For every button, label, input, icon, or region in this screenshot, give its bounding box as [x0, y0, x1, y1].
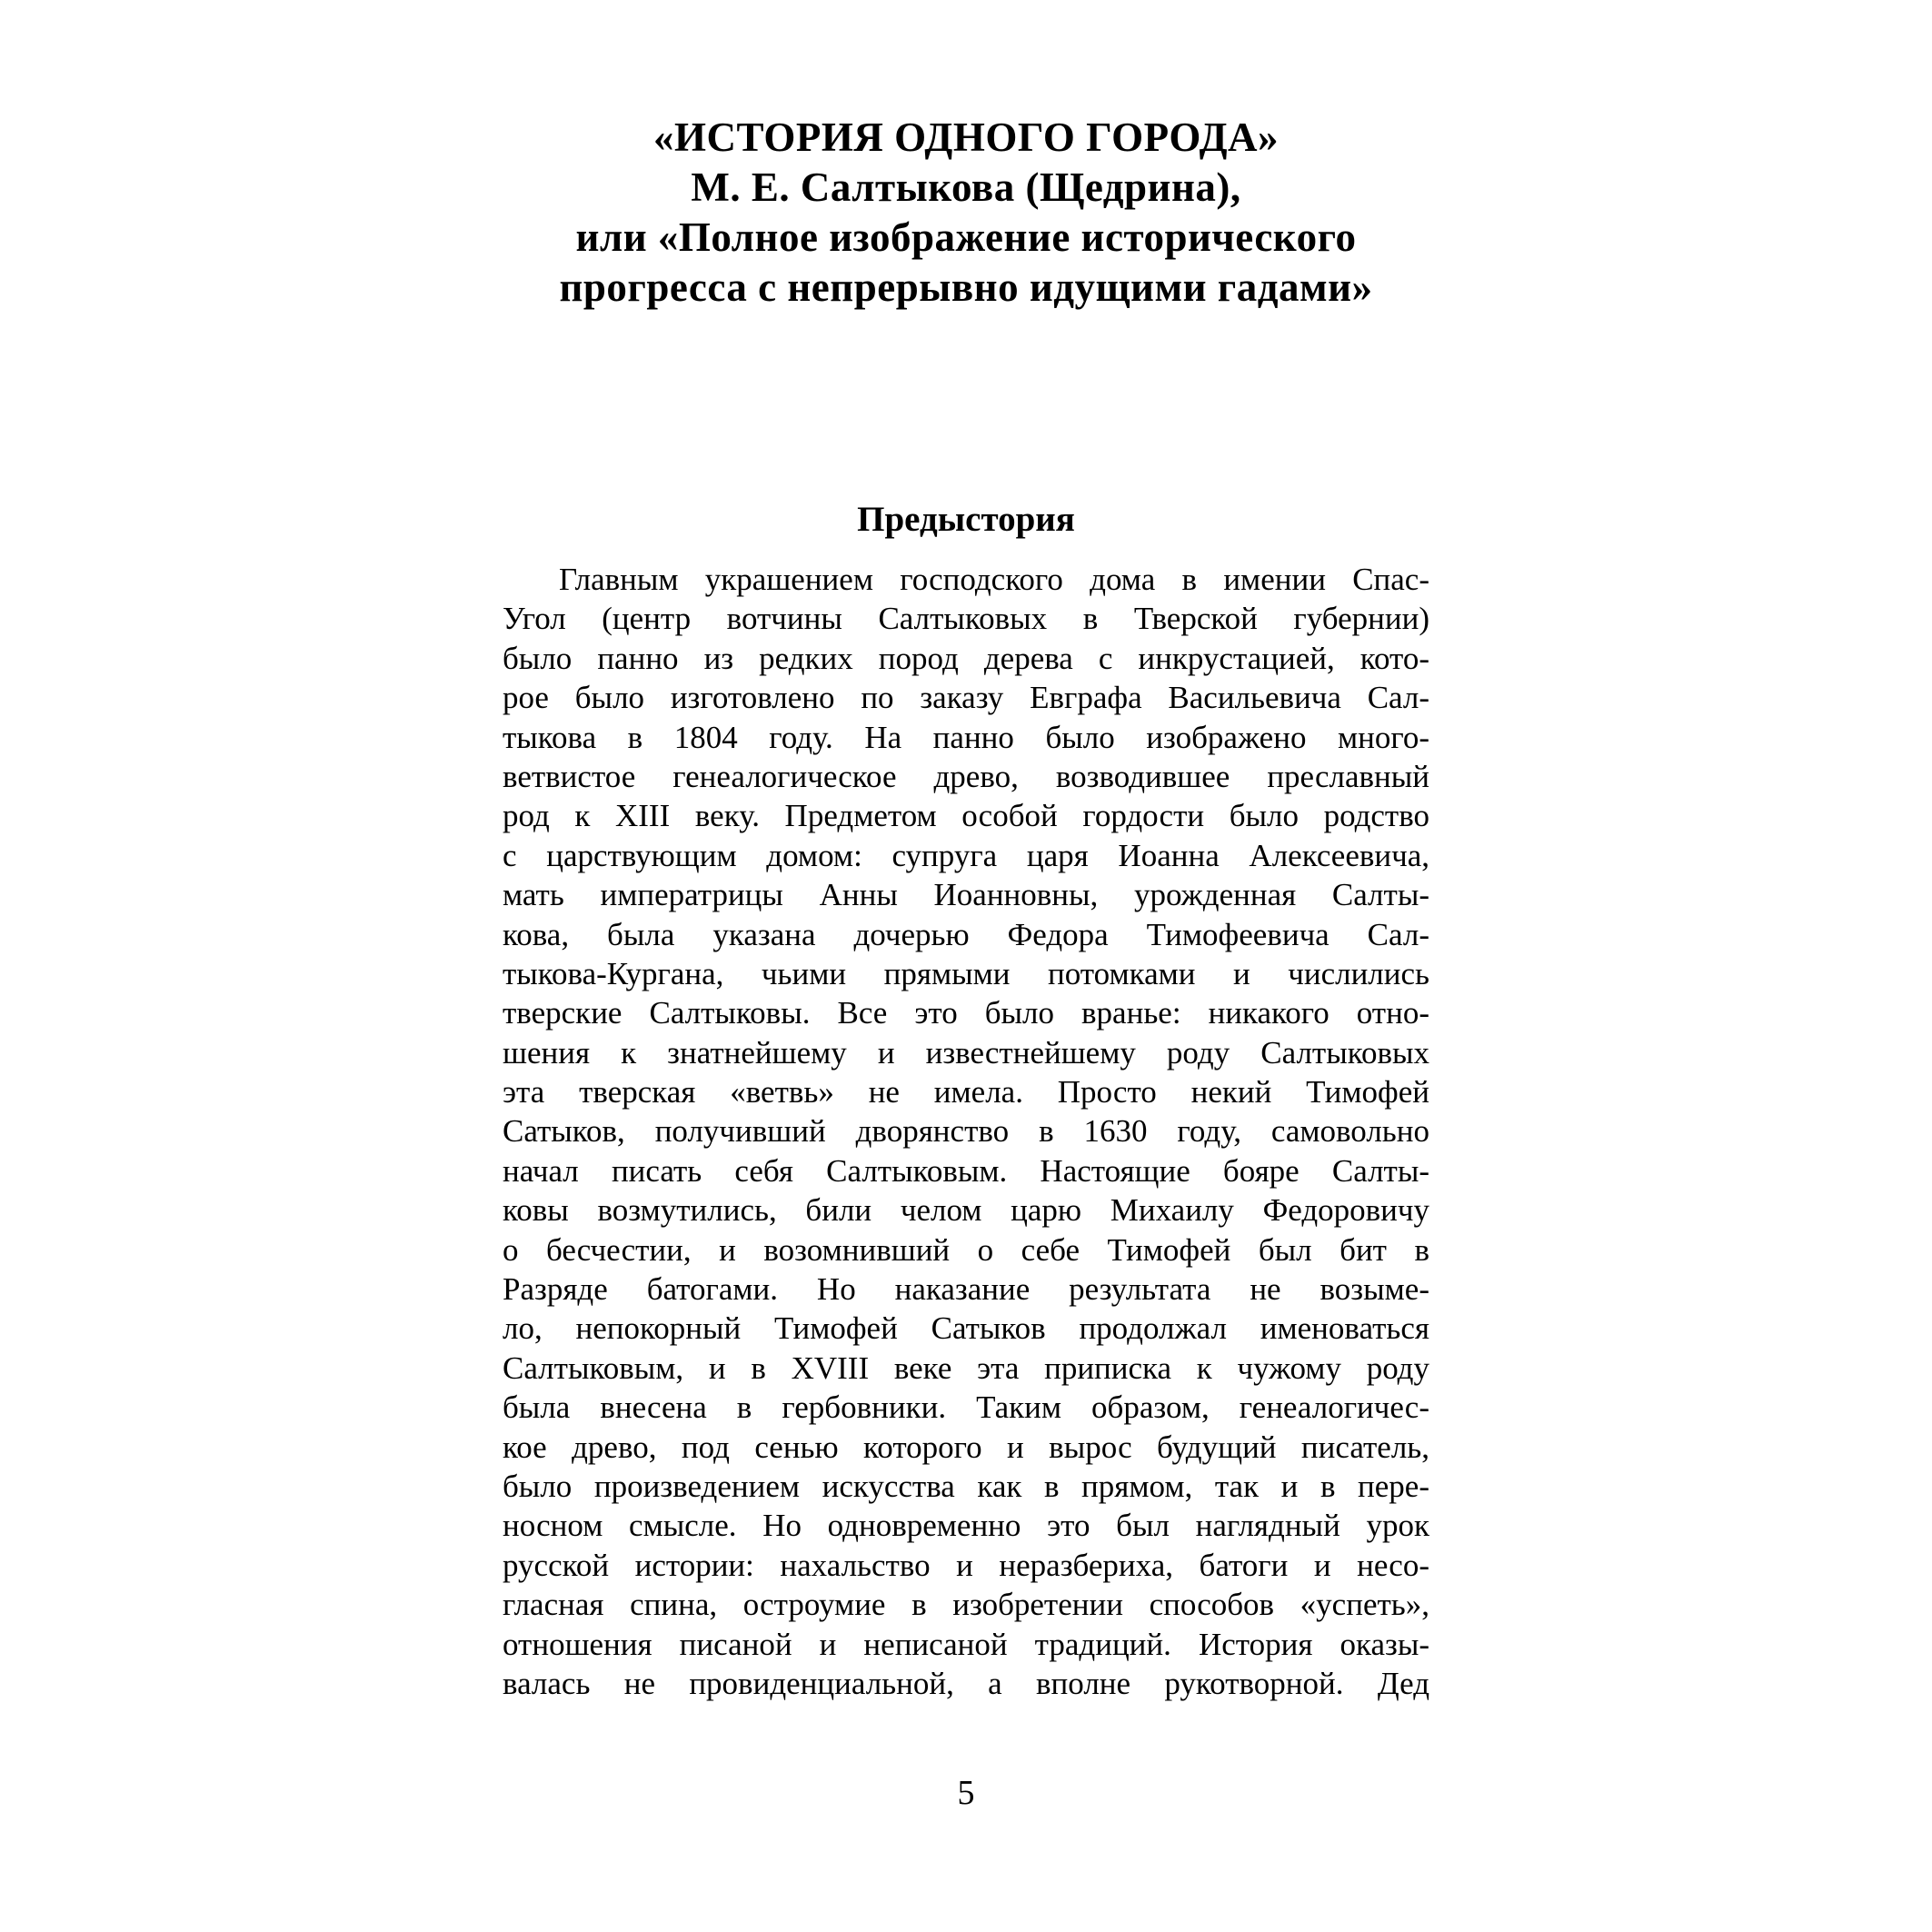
body-line: было панно из редких пород дерева с инкрустацией, кото- [503, 640, 1429, 676]
chapter-title-line-1: «ИСТОРИЯ ОДНОГО ГОРОДА» [652, 115, 1280, 160]
body-line: носном смысле. Но одновременно это был наглядный урок [503, 1508, 1429, 1544]
body-line: шения к знатнейшему и известнейшему роду Салтыковых [503, 1034, 1429, 1071]
body-line: ветвистое генеалогическое древо, возводившее преславный [503, 758, 1429, 794]
chapter-title-line-2: М. Е. Салтыкова (Щедрина), [691, 164, 1241, 210]
body-line: кова, была указана дочерью Федора Тимофеевича Сал- [503, 916, 1429, 952]
body-line: рое было изготовлено по заказу Евграфа Васильевича Сал- [503, 680, 1429, 716]
body-line: отношения писаной и неписаной традиций. История оказы- [503, 1626, 1429, 1662]
body-line: Главным украшением господского дома в имении Спас- [559, 562, 1429, 597]
section-heading: Предыстория [857, 500, 1075, 539]
body-line: тыкова-Кургана, чьими прямыми потомками и числились [503, 955, 1429, 991]
body-line: ковы возмутились, били челом царю Михаилу Федоровичу [503, 1192, 1429, 1229]
body-line: Салтыковым, и в XVIII веке эта приписка к чужому роду [503, 1349, 1429, 1386]
body-line: русской истории: нахальство и неразбериха, батоги и несо- [503, 1547, 1429, 1583]
body-text [503, 560, 1429, 1703]
body-line: тверские Салтыковы. Все это было вранье: никакого отно- [503, 995, 1429, 1031]
chapter-title-line-3: или «Полное изображение исторического [575, 214, 1357, 260]
body-line: с царствующим домом: супруга царя Иоанна Алексеевича, [503, 837, 1429, 873]
body-line: начал писать себя Салтыковым. Настоящие бояре Салты- [503, 1152, 1429, 1189]
body-line: мать императрицы Анны Иоанновны, урожденная Салты- [503, 877, 1429, 913]
page-number: 5 [957, 1774, 975, 1812]
body-line: род к XIII веку. Предметом особой гордости было родство [503, 798, 1429, 834]
body-line: о бесчестии, и возомнивший о себе Тимофей был бит в [503, 1231, 1429, 1268]
body-line: валась не провиденциальной, а вполне рукотворной. Дед [503, 1665, 1429, 1701]
body-line: гласная спина, остроумие в изобретении способов «успеть», [503, 1587, 1429, 1623]
body-line: было произведением искусства как в прямом, так и в пере- [503, 1468, 1429, 1504]
chapter-title-line-4: прогресса с непрерывно идущими гадами» [559, 264, 1373, 310]
body-line: ло, непокорный Тимофей Сатыков продолжал именоваться [503, 1310, 1429, 1347]
body-line: Сатыков, получивший дворянство в 1630 году, самовольно [503, 1113, 1429, 1150]
body-line: Разряде батогами. Но наказание результата не возыме- [503, 1271, 1429, 1308]
body-line: эта тверская «ветвь» не имела. Просто некий Тимофей [503, 1074, 1429, 1110]
body-line: была внесена в гербовники. Таким образом, генеалогичес- [503, 1389, 1429, 1426]
chapter-title [475, 113, 1457, 313]
body-line: кое древо, под сенью которого и вырос будущий писатель, [503, 1429, 1429, 1465]
body-line: Угол (центр вотчины Салтыковых в Тверской губернии) [503, 601, 1429, 637]
body-line: тыкова в 1804 году. На панно было изображено много- [503, 719, 1429, 755]
